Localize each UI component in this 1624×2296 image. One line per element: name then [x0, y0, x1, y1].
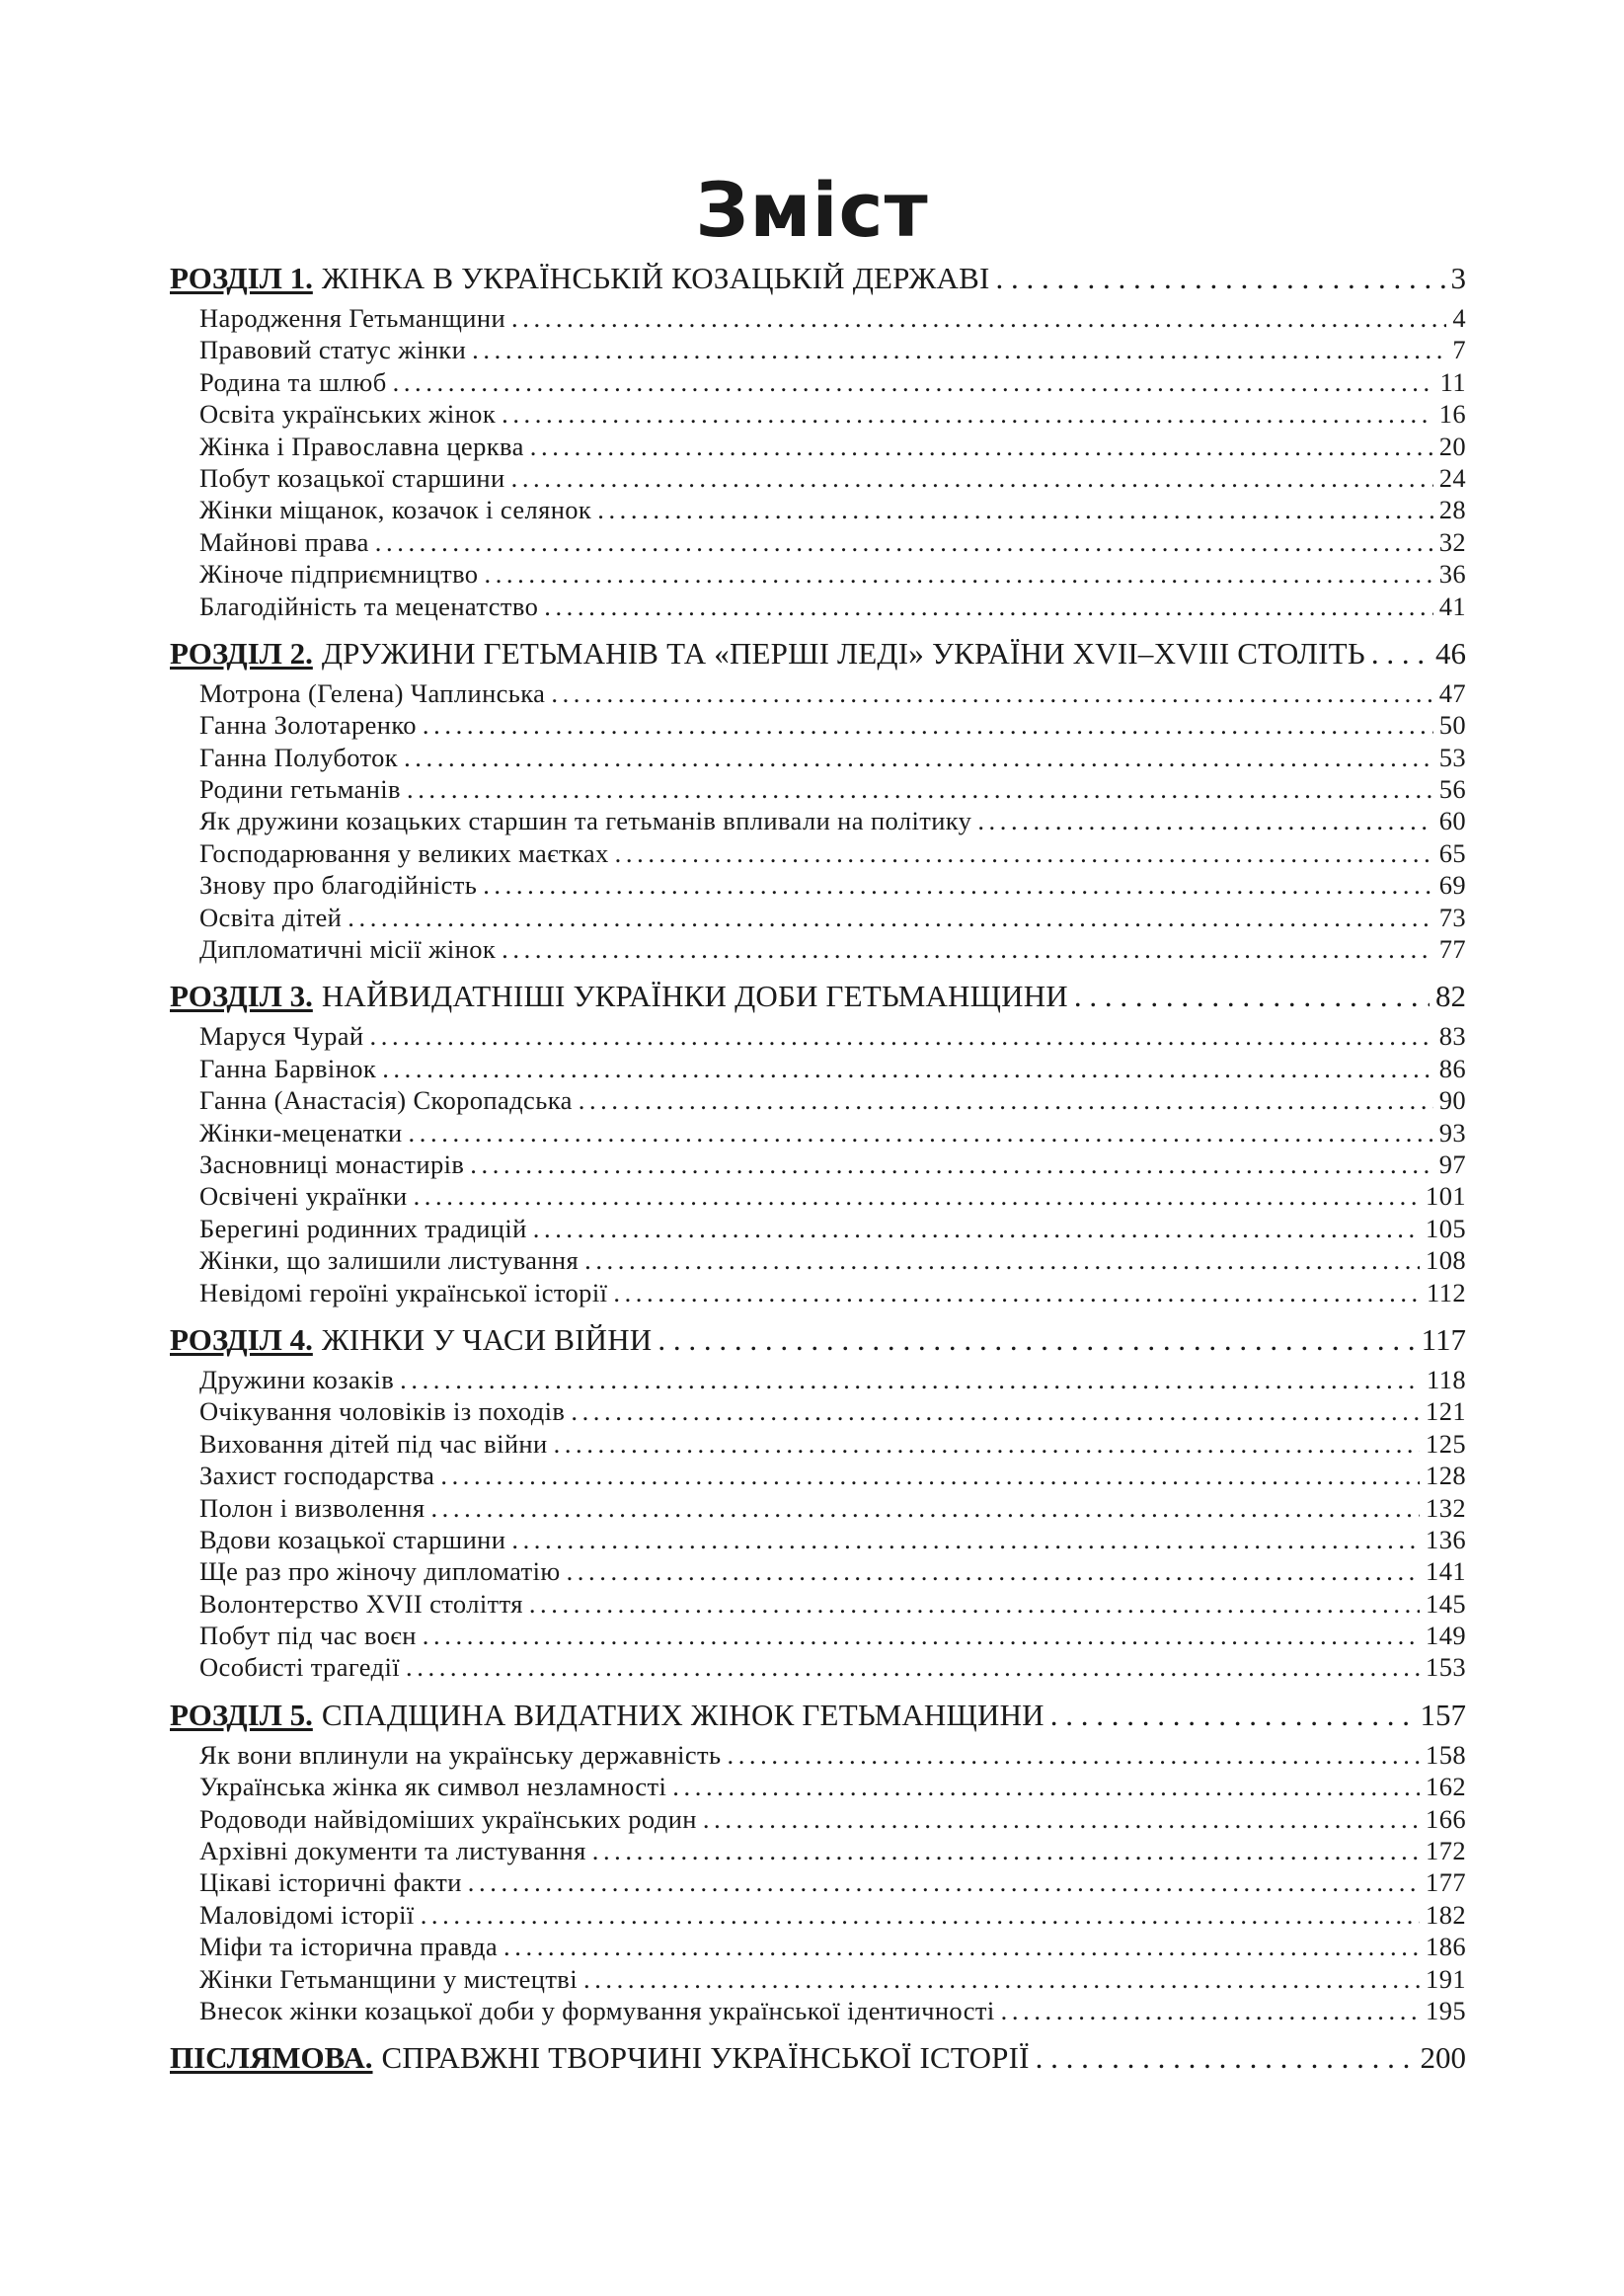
dot-leader: [567, 1555, 1420, 1587]
chapter-page-number: 46: [1435, 635, 1466, 671]
entry-page-number: 136: [1426, 1524, 1466, 1554]
entry-title: Вдови козацької старшини: [199, 1524, 506, 1554]
dot-leader: [1050, 1692, 1415, 1739]
dot-leader: [530, 431, 1433, 462]
toc-entry-row: [170, 837, 1466, 869]
entry-page-number: 105: [1426, 1213, 1466, 1243]
toc-entry-row: [170, 591, 1466, 622]
toc-entry-row: [170, 1053, 1466, 1084]
toc-entry-row: [170, 869, 1466, 901]
dot-leader: [511, 462, 1433, 494]
toc-entry-row: [170, 302, 1466, 334]
toc-entry-row: [170, 1148, 1466, 1180]
entry-title: Жінка і Православна церква: [199, 431, 524, 461]
chapter-label: РОЗДІЛ 1.: [170, 261, 313, 295]
dot-leader: [430, 1492, 1420, 1524]
toc-chapter-row: [170, 255, 1466, 302]
entry-title: Невідомі героїні української історії: [199, 1277, 608, 1307]
entry-page-number: 20: [1438, 431, 1466, 461]
entry-page-number: 195: [1426, 1995, 1466, 2025]
toc-entry-row: [170, 334, 1466, 365]
dot-leader: [511, 302, 1446, 334]
entry-title: Майнові права: [199, 526, 369, 557]
entry-page-number: 118: [1427, 1364, 1466, 1394]
page-title: Зміст: [695, 166, 929, 254]
entry-page-number: 191: [1426, 1963, 1466, 1994]
entry-page-number: 11: [1439, 366, 1466, 397]
entry-page-number: 132: [1426, 1492, 1466, 1523]
entry-page-number: 166: [1426, 1803, 1466, 1834]
entry-title: Освічені українки: [199, 1181, 408, 1212]
entry-page-number: 47: [1438, 677, 1466, 708]
entry-title: Ще раз про жіночу дипломатію: [199, 1556, 561, 1587]
entry-page-number: 172: [1426, 1836, 1466, 1866]
toc-entry-row: [170, 1084, 1466, 1116]
entry-page-number: 125: [1426, 1428, 1466, 1459]
entry-page-number: 69: [1438, 870, 1466, 901]
chapter-page-number: 157: [1420, 1697, 1466, 1732]
entry-page-number: 90: [1438, 1085, 1466, 1116]
toc-entry-row: [170, 1555, 1466, 1587]
dot-leader: [348, 902, 1432, 933]
toc-entry-row: [170, 805, 1466, 836]
dot-leader: [583, 1963, 1420, 1995]
dot-leader: [421, 1899, 1420, 1931]
entry-title: Захист господарства: [199, 1461, 435, 1491]
toc-entry-row: [170, 1364, 1466, 1395]
toc-entry-row: [170, 1213, 1466, 1244]
dot-leader: [584, 1244, 1420, 1276]
dot-leader: [409, 1117, 1433, 1148]
dot-leader: [672, 1771, 1420, 1802]
entry-page-number: 101: [1426, 1181, 1466, 1212]
entry-title: Дружини козаків: [199, 1364, 395, 1394]
dot-leader: [483, 869, 1432, 901]
entry-title: Виховання дітей під час війни: [199, 1428, 548, 1459]
chapter-title: СПАДЩИНА ВИДАТНИХ ЖІНОК ГЕТЬМАНЩИНИ: [321, 1697, 1044, 1732]
dot-leader: [551, 677, 1432, 709]
entry-title: Родина та шлюб: [199, 366, 387, 397]
entry-title: Архівні документи та листування: [199, 1836, 586, 1866]
toc-entry-row: [170, 462, 1466, 494]
dot-leader: [703, 1803, 1420, 1835]
entry-page-number: 153: [1426, 1652, 1466, 1683]
toc-entry-row: [170, 366, 1466, 398]
entry-page-number: 7: [1452, 335, 1466, 365]
dot-leader: [727, 1739, 1420, 1771]
entry-title: Внесок жінки козацької доби у формування української ідентичності: [199, 1995, 995, 2025]
dot-leader: [1001, 1995, 1420, 2026]
dot-leader: [382, 1053, 1433, 1084]
dot-leader: [423, 1620, 1420, 1651]
entry-title: Особисті трагедії: [199, 1652, 401, 1683]
dot-leader: [544, 591, 1432, 622]
dot-leader: [615, 837, 1433, 869]
dot-leader: [468, 1866, 1420, 1898]
dot-leader: [529, 1588, 1420, 1620]
entry-page-number: 77: [1438, 934, 1466, 965]
dot-leader: [502, 933, 1433, 965]
dot-leader: [1036, 2034, 1415, 2082]
entry-title: Жінки Гетьманщини у мистецтві: [199, 1963, 578, 1994]
entry-page-number: 56: [1438, 774, 1466, 805]
dot-leader: [472, 334, 1446, 365]
entry-title: Народження Гетьманщини: [199, 303, 506, 333]
toc-entry-row: [170, 709, 1466, 741]
toc-entry-row: [170, 1277, 1466, 1308]
dot-leader: [1371, 630, 1430, 677]
entry-title: Господарювання у великих маєтках: [199, 837, 609, 868]
entry-page-number: 97: [1438, 1148, 1466, 1179]
toc-entry-row: [170, 1651, 1466, 1683]
toc-entry-row: [170, 526, 1466, 558]
toc-entry-row: [170, 1524, 1466, 1555]
entry-title: Побут під час воєн: [199, 1621, 417, 1651]
toc-entry-row: [170, 1771, 1466, 1802]
toc-entry-row: [170, 431, 1466, 462]
dot-leader: [613, 1277, 1421, 1308]
chapter-page-number: 3: [1450, 261, 1466, 295]
toc-entry-row: [170, 494, 1466, 525]
chapter-page-number: 200: [1420, 2040, 1466, 2076]
entry-title: Маловідомі історії: [199, 1899, 415, 1930]
chapter-label: РОЗДІЛ 4.: [170, 1321, 313, 1357]
toc-entry-row: [170, 1428, 1466, 1460]
entry-page-number: 141: [1426, 1556, 1466, 1587]
toc-entry-row: [170, 1460, 1466, 1491]
chapter-title: ДРУЖИНИ ГЕТЬМАНІВ ТА «ПЕРШІ ЛЕДІ» УКРАЇНИ XVII–XVIII СТОЛІТЬ: [321, 635, 1365, 671]
entry-title: Знову про благодійність: [199, 870, 478, 901]
entry-title: Засновниці монастирів: [199, 1148, 465, 1179]
entry-title: Побут козацької старшини: [199, 462, 505, 493]
toc-chapter-row: [170, 973, 1466, 1020]
toc-entry-row: [170, 1020, 1466, 1052]
dot-leader: [484, 558, 1432, 590]
chapter-label: РОЗДІЛ 5.: [170, 1697, 313, 1732]
toc-entry-row: [170, 677, 1466, 709]
dot-leader: [554, 1428, 1420, 1460]
toc-chapter-row: [170, 1316, 1466, 1364]
entry-page-number: 112: [1427, 1277, 1466, 1307]
table-of-contents: [170, 255, 1466, 2082]
entry-title: Цікаві історичні факти: [199, 1867, 462, 1898]
entry-page-number: 16: [1438, 399, 1466, 430]
dot-leader: [977, 805, 1432, 836]
entry-title: Ганна (Анастасія) Скоропадська: [199, 1085, 573, 1116]
chapter-label: ПІСЛЯМОВА.: [170, 2040, 373, 2076]
dot-leader: [407, 773, 1433, 805]
dot-leader: [404, 742, 1433, 773]
entry-title: Як вони вплинули на українську державність: [199, 1739, 722, 1770]
entry-title: Родини гетьманів: [199, 774, 401, 805]
entry-page-number: 73: [1438, 902, 1466, 932]
entry-page-number: 83: [1438, 1021, 1466, 1052]
toc-entry-row: [170, 773, 1466, 805]
toc-entry-row: [170, 1492, 1466, 1524]
entry-page-number: 24: [1438, 462, 1466, 493]
dot-leader: [406, 1651, 1420, 1683]
toc-entry-row: [170, 1899, 1466, 1931]
entry-title: Мотрона (Гелена) Чаплинська: [199, 677, 546, 708]
entry-title: Жінки, що залишили листування: [199, 1245, 580, 1276]
toc-entry-row: [170, 1117, 1466, 1148]
entry-page-number: 28: [1438, 495, 1466, 525]
toc-entry-row: [170, 933, 1466, 965]
entry-page-number: 186: [1426, 1932, 1466, 1962]
dot-leader: [592, 1835, 1420, 1866]
entry-page-number: 53: [1438, 742, 1466, 772]
toc-entry-row: [170, 398, 1466, 430]
entry-title: Родоводи найвідоміших українських родин: [199, 1803, 697, 1834]
entry-page-number: 32: [1438, 526, 1466, 557]
chapter-label: РОЗДІЛ 3.: [170, 979, 313, 1014]
toc-entry-row: [170, 1931, 1466, 1962]
toc-entry-row: [170, 1395, 1466, 1427]
entry-title: Ганна Полуботок: [199, 742, 399, 772]
dot-leader: [511, 1524, 1420, 1555]
toc-entry-row: [170, 558, 1466, 590]
dot-leader: [579, 1084, 1433, 1116]
entry-page-number: 149: [1426, 1621, 1466, 1651]
chapter-page-number: 117: [1421, 1321, 1466, 1357]
chapter-title: ЖІНКИ У ЧАСИ ВІЙНИ: [321, 1321, 653, 1357]
chapter-title: СПРАВЖНІ ТВОРЧИНІ УКРАЇНСЬКОЇ ІСТОРІЇ: [381, 2040, 1030, 2076]
toc-entry-row: [170, 1588, 1466, 1620]
dot-leader: [502, 398, 1433, 430]
dot-leader: [423, 709, 1433, 741]
entry-title: Маруся Чурай: [199, 1021, 364, 1052]
toc-entry-row: [170, 1180, 1466, 1212]
entry-title: Волонтерство XVII століття: [199, 1588, 523, 1619]
dot-leader: [1074, 973, 1430, 1020]
entry-title: Освіта українських жінок: [199, 399, 497, 430]
toc-entry-row: [170, 1866, 1466, 1898]
entry-page-number: 108: [1426, 1245, 1466, 1276]
entry-page-number: 128: [1426, 1461, 1466, 1491]
entry-page-number: 50: [1438, 710, 1466, 741]
entry-title: Жіноче підприємництво: [199, 559, 479, 590]
entry-title: Очікування чоловіків із походів: [199, 1396, 566, 1427]
toc-entry-row: [170, 1739, 1466, 1771]
dot-leader: [400, 1364, 1421, 1395]
toc-chapter-row: [170, 2034, 1466, 2082]
dot-leader: [375, 526, 1433, 558]
entry-title: Правовий статус жінки: [199, 335, 467, 365]
entry-page-number: 182: [1426, 1899, 1466, 1930]
entry-page-number: 121: [1426, 1396, 1466, 1427]
toc-entry-row: [170, 1803, 1466, 1835]
chapter-title: ЖІНКА В УКРАЇНСЬКІЙ КОЗАЦЬКІЙ ДЕРЖАВІ: [321, 261, 990, 295]
entry-title: Міфи та історична правда: [199, 1932, 499, 1962]
entry-title: Благодійність та меценатство: [199, 591, 539, 621]
entry-page-number: 177: [1426, 1867, 1466, 1898]
dot-leader: [597, 494, 1432, 525]
toc-entry-row: [170, 742, 1466, 773]
entry-page-number: 4: [1452, 303, 1466, 333]
toc-chapter-row: [170, 630, 1466, 677]
toc-chapter-row: [170, 1692, 1466, 1739]
toc-entry-row: [170, 1620, 1466, 1651]
entry-page-number: 65: [1438, 837, 1466, 868]
toc-entry-row: [170, 1995, 1466, 2026]
entry-page-number: 41: [1438, 591, 1466, 621]
entry-page-number: 158: [1426, 1739, 1466, 1770]
entry-title: Ганна Барвінок: [199, 1053, 377, 1083]
dot-leader: [370, 1020, 1433, 1052]
chapter-title: НАЙВИДАТНІШІ УКРАЇНКИ ДОБИ ГЕТЬМАНЩИНИ: [321, 979, 1068, 1014]
entry-title: Українська жінка як символ незламності: [199, 1772, 667, 1802]
dot-leader: [657, 1316, 1415, 1364]
entry-title: Ганна Золотаренко: [199, 710, 417, 741]
entry-title: Полон і визволення: [199, 1492, 425, 1523]
entry-title: Освіта дітей: [199, 902, 343, 932]
toc-entry-row: [170, 1835, 1466, 1866]
dot-leader: [503, 1931, 1420, 1962]
dot-leader: [393, 366, 1434, 398]
dot-leader: [533, 1213, 1420, 1244]
dot-leader: [470, 1148, 1432, 1180]
toc-entry-row: [170, 1244, 1466, 1276]
entry-title: Жінки міщанок, козачок і селянок: [199, 495, 592, 525]
entry-page-number: 60: [1438, 806, 1466, 836]
dot-leader: [996, 255, 1445, 302]
chapter-label: РОЗДІЛ 2.: [170, 635, 313, 671]
toc-entry-row: [170, 1963, 1466, 1995]
entry-page-number: 162: [1426, 1772, 1466, 1802]
entry-title: Жінки-меценатки: [199, 1117, 403, 1148]
chapter-page-number: 82: [1435, 979, 1466, 1014]
entry-page-number: 86: [1438, 1053, 1466, 1083]
entry-title: Дипломатичні місії жінок: [199, 934, 497, 965]
entry-page-number: 36: [1438, 559, 1466, 590]
entry-page-number: 145: [1426, 1588, 1466, 1619]
entry-page-number: 93: [1438, 1117, 1466, 1148]
dot-leader: [571, 1395, 1420, 1427]
toc-entry-row: [170, 902, 1466, 933]
entry-title: Берегині родинних традицій: [199, 1213, 527, 1243]
entry-title: Як дружини козацьких старшин та гетьманів впливали на політику: [199, 806, 972, 836]
dot-leader: [414, 1180, 1420, 1212]
dot-leader: [440, 1460, 1420, 1491]
